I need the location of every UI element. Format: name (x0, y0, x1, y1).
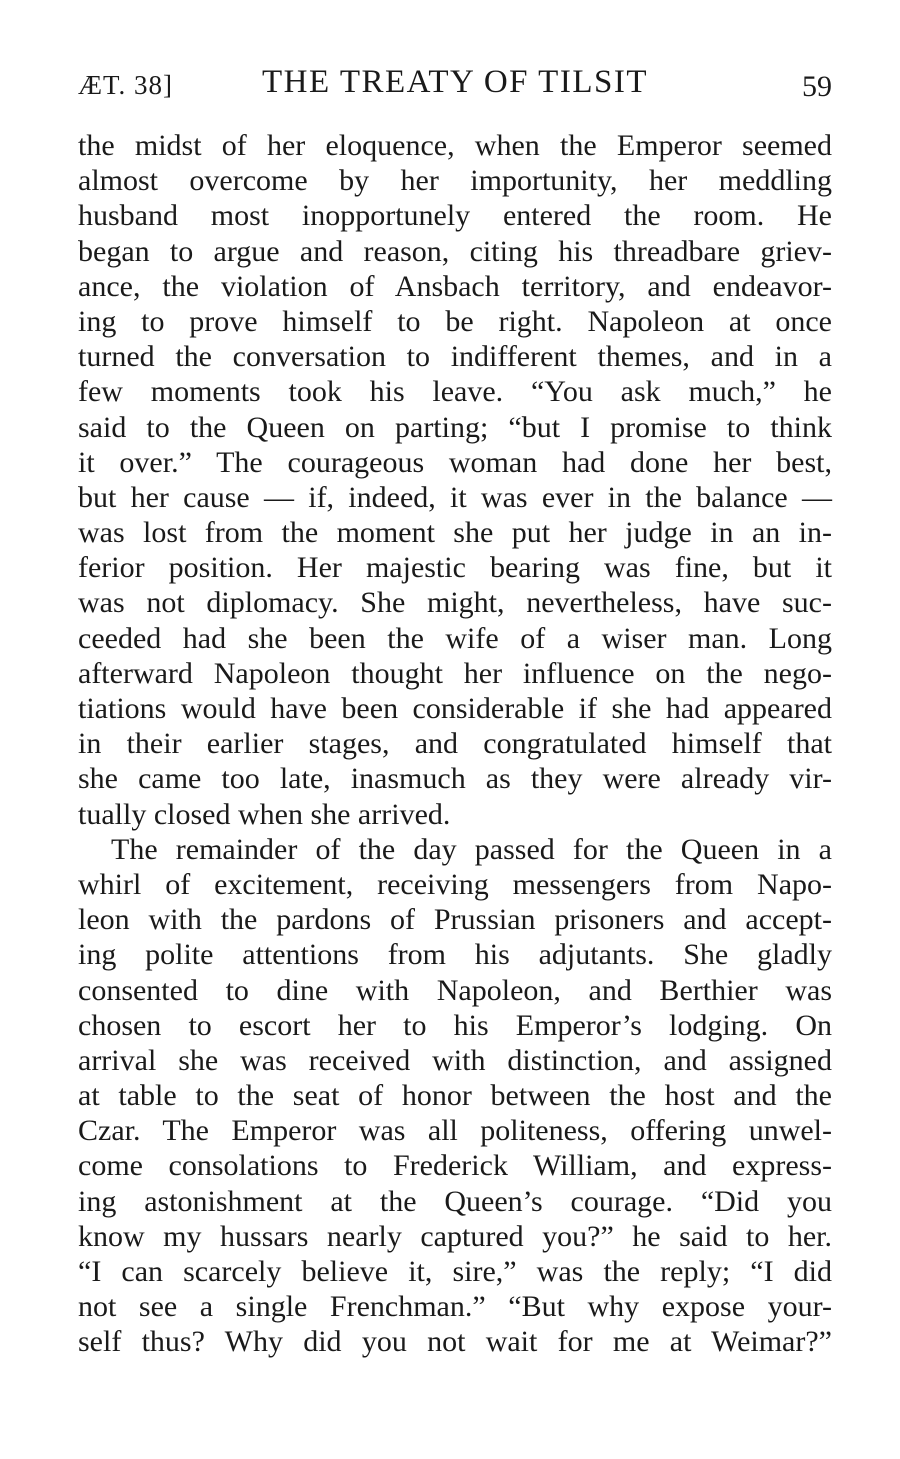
text-line: not see a single Frenchman.” “But why expose your- (78, 1290, 832, 1324)
text-line: husband most inopportunely entered the room. He (78, 199, 832, 233)
text-line: consented to dine with Napoleon, and Berthier was (78, 973, 832, 1007)
text-line: chosen to escort her to his Emperor’s lodging. On (78, 1008, 832, 1042)
text-line: ferior position. Her majestic bearing was fine, but it (78, 551, 832, 585)
text-line: The remainder of the day passed for the Queen in a (111, 832, 832, 866)
text-line: in their earlier stages, and congratulated himself that (78, 727, 832, 761)
text-line: she came too late, inasmuch as they were already vir- (78, 762, 832, 796)
text-line: come consolations to Frederick William, and express- (78, 1149, 832, 1183)
text-line: tiations would have been considerable if she had appeared (78, 692, 832, 725)
text-line: know my hussars nearly captured you?” he said to her. (78, 1219, 832, 1253)
text-line: turned the conversation to indifferent themes, and in a (78, 340, 832, 374)
text-line: was lost from the moment she put her judge in an in- (78, 516, 832, 550)
text-line: said to the Queen on parting; “but I promise to think (78, 410, 832, 444)
paragraph-1 (78, 128, 832, 832)
body-text (78, 128, 832, 1360)
page-number: 59 (802, 70, 832, 103)
text-line: the midst of her eloquence, when the Emperor seemed (78, 129, 832, 162)
text-line: ing polite attentions from his adjutants. She gladly (78, 938, 832, 972)
text-line: ing to prove himself to be right. Napoleon at once (78, 304, 832, 338)
text-line: at table to the seat of honor between the host and the (78, 1079, 832, 1113)
text-line: ing astonishment at the Queen’s courage. “Did you (78, 1184, 832, 1218)
text-line: leon with the pardons of Prussian prisoners and accept- (78, 903, 832, 937)
text-line: Czar. The Emperor was all politeness, offering unwel- (78, 1114, 832, 1148)
text-line: but her cause — if, indeed, it was ever in the balance — (78, 480, 832, 514)
text-line: arrival she was received with distinction, and assigned (78, 1043, 832, 1077)
text-line: afterward Napoleon thought her influence on the nego- (78, 656, 832, 690)
text-line: whirl of excitement, receiving messengers from Napo- (78, 867, 832, 901)
text-line: began to argue and reason, citing his threadbare griev- (78, 234, 832, 268)
text-line: almost overcome by her importunity, her meddling (78, 164, 832, 198)
page-title: THE TREATY OF TILSIT (262, 64, 648, 100)
text-line: ance, the violation of Ansbach territory, and endeavor- (78, 269, 832, 303)
text-line: “I can scarcely believe it, sire,” was the reply; “I did (78, 1255, 832, 1288)
header-year: ÆT. 38] (78, 70, 173, 100)
running-head (78, 64, 832, 110)
text-line: tually closed when she arrived. (78, 797, 451, 831)
text-line: it over.” The courageous woman had done her best, (78, 445, 832, 479)
paragraph-2 (78, 832, 832, 1360)
text-line: few moments took his leave. “You ask much,” he (78, 375, 832, 409)
text-line: ceeded had she been the wife of a wiser man. Long (78, 621, 832, 655)
text-line: self thus? Why did you not wait for me at Weimar?” (78, 1325, 832, 1359)
text-line: was not diplomacy. She might, nevertheless, have suc- (78, 586, 832, 620)
